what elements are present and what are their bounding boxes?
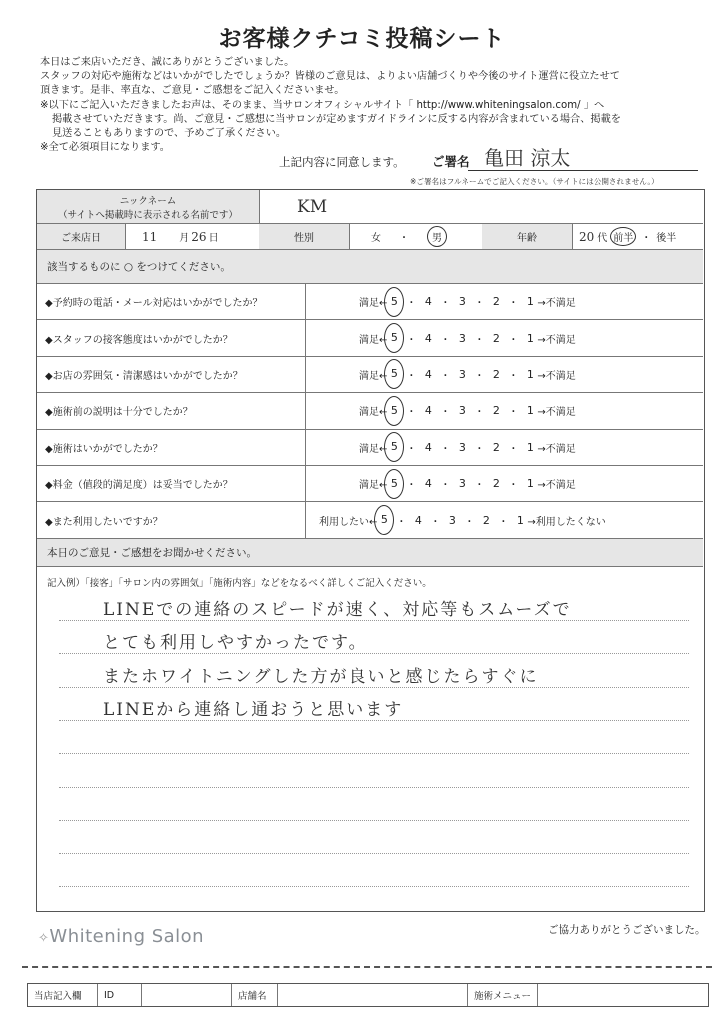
menu-label: 施術メニュー — [468, 984, 538, 1006]
gender-label: 性別 — [259, 224, 349, 249]
nickname-label-cell — [37, 190, 259, 223]
rating-option[interactable]: 1 — [526, 404, 534, 418]
scale-right-label: →不満足 — [537, 370, 576, 382]
visit-month-unit: 月 — [179, 233, 190, 244]
question-row — [37, 357, 703, 393]
store-label: 店舗名 — [232, 984, 278, 1006]
menu-field[interactable] — [538, 984, 708, 1006]
age-first-half-selected[interactable]: 前半 — [610, 227, 636, 246]
rating-option[interactable]: 1 — [526, 367, 534, 381]
sparkle-icon: ✧ — [38, 931, 50, 946]
scale-right-label: →不満足 — [537, 443, 576, 455]
comment-rule — [59, 886, 689, 887]
nickname-label: ニックネーム — [119, 195, 177, 207]
age-separator: ・ — [641, 233, 652, 244]
age-value: 20 — [579, 229, 595, 244]
visit-row — [37, 224, 703, 250]
rating-option-selected[interactable]: 5 — [384, 323, 404, 353]
rating-option[interactable]: 1 — [526, 295, 534, 309]
rating-option[interactable]: 4 — [424, 367, 432, 381]
survey-form — [36, 189, 705, 912]
comments-heading: 本日のご意見・ご感想をお聞かせください。 — [47, 547, 257, 559]
rating-option[interactable]: 2 — [492, 295, 500, 309]
question-row — [37, 502, 703, 538]
intro-text — [40, 56, 710, 155]
signature-line — [468, 170, 698, 171]
visit-day-unit: 日 — [208, 233, 219, 244]
question-text: ◆施術はいかがでしたか？ — [45, 443, 163, 455]
age-second-half[interactable]: 後半 — [656, 233, 677, 244]
rating-scale: 満足← 5 ・ 4 ・ 3 ・ 2 ・ 1 →不満足 — [359, 466, 576, 501]
question-row — [37, 466, 703, 502]
visit-day-value: 26 — [191, 229, 207, 244]
scale-right-label: →不満足 — [537, 298, 576, 310]
rating-option[interactable]: 1 — [526, 331, 534, 345]
comment-rule — [59, 753, 689, 754]
thanks-text: ご協力ありがとうございました。 — [548, 924, 706, 936]
comment-line: とても利用しやすかったです。 — [103, 633, 368, 654]
signature-label: ご署名 — [432, 154, 470, 169]
rating-option[interactable]: 2 — [482, 513, 490, 527]
scale-right-label: →利用したくない — [527, 516, 606, 528]
comment-line: LINEから連絡し通おうと思います — [103, 699, 404, 720]
cut-line — [22, 966, 712, 968]
comment-example: 記入例）「接客」「サロン内の雰囲気」「施術内容」などをなるべく詳しくご記入ください。 — [47, 578, 432, 589]
scale-right-label: →不満足 — [537, 480, 576, 492]
question-row — [37, 393, 703, 429]
rating-option[interactable]: 2 — [492, 331, 500, 345]
rating-option-selected[interactable]: 5 — [384, 396, 404, 426]
age-unit: 代 — [597, 233, 608, 244]
rating-scale: 満足← 5 ・ 4 ・ 3 ・ 2 ・ 1 →不満足 — [359, 284, 576, 319]
rating-option[interactable]: 3 — [458, 477, 466, 491]
comment-rule — [59, 853, 689, 854]
comment-line: またホワイトニングした方が良いと感じたらすぐに — [103, 666, 539, 687]
rating-option[interactable]: 4 — [424, 331, 432, 345]
question-text: ◆予約時の電話・メール対応はいかがでしたか？ — [45, 298, 263, 310]
scale-left-label: 満足← — [359, 334, 388, 346]
intro-line: 見送ることもありますので、予めご了承ください。 — [52, 128, 287, 140]
scale-left-label: 満足← — [359, 443, 388, 455]
id-field[interactable] — [142, 984, 232, 1006]
rating-option[interactable]: 4 — [424, 477, 432, 491]
comment-rule — [59, 653, 689, 654]
scale-right-label: →不満足 — [537, 407, 576, 419]
scale-left-label: 利用したい← — [319, 516, 378, 528]
office-use-label: 当店記入欄 — [28, 984, 98, 1006]
comments-heading-row — [37, 539, 703, 567]
signature-note: ※ご署名はフルネームでご記入ください。（サイトには公開されません。） — [410, 177, 659, 186]
question-row — [37, 320, 703, 356]
gender-separator: ・ — [399, 233, 409, 244]
visit-date-field[interactable] — [142, 224, 242, 249]
nickname-row — [37, 190, 703, 224]
rating-option[interactable]: 2 — [492, 404, 500, 418]
question-text: ◆施術前の説明は十分でしたか？ — [45, 407, 193, 419]
rating-option[interactable]: 3 — [458, 440, 466, 454]
rating-option-selected[interactable]: 5 — [384, 287, 404, 317]
rating-option[interactable]: 1 — [526, 440, 534, 454]
question-row — [37, 284, 703, 320]
scale-right-label: →不満足 — [537, 334, 576, 346]
rating-scale: 満足← 5 ・ 4 ・ 3 ・ 2 ・ 1 →不満足 — [359, 430, 576, 465]
intro-line: ※全て必須項目になります。 — [40, 142, 170, 154]
rating-option[interactable]: 3 — [458, 404, 466, 418]
rating-option[interactable]: 1 — [526, 477, 534, 491]
question-text: ◆料金（値段的満足度）は妥当でしたか？ — [45, 480, 233, 492]
instruction-text: 該当するものに ○ をつけてください。 — [47, 261, 231, 273]
rating-option[interactable]: 2 — [492, 477, 500, 491]
rating-option[interactable]: 4 — [424, 440, 432, 454]
comment-rule — [59, 620, 689, 621]
intro-line: ※以下にご記入いただきましたお声は、そのまま、当サロンオフィシャルサイト「 http://www.whiteningsalon.com/ 」へ — [40, 99, 605, 111]
rating-option[interactable]: 2 — [492, 440, 500, 454]
page-title: お客様クチコミ投稿シート — [218, 26, 506, 52]
question-row — [37, 430, 703, 466]
consent-text: 上記内容に同意します。 — [279, 155, 405, 169]
rating-option[interactable]: 4 — [414, 513, 422, 527]
rating-option[interactable]: 3 — [448, 513, 456, 527]
rating-scale: 満足← 5 ・ 4 ・ 3 ・ 2 ・ 1 →不満足 — [359, 393, 576, 428]
comment-line: LINEでの連絡のスピードが速く、対応等もスムーズで — [103, 600, 572, 620]
question-text: ◆スタッフの接客態度はいかがでしたか？ — [45, 334, 233, 346]
rating-option[interactable]: 4 — [424, 295, 432, 309]
nickname-sublabel: （サイトへ掲載時に表示される名前です） — [58, 209, 238, 221]
visit-month-value: 11 — [142, 229, 158, 244]
rating-option[interactable]: 3 — [458, 367, 466, 381]
rating-option[interactable]: 1 — [516, 513, 524, 527]
rating-scale: 利用したい← 5 ・ 4 ・ 3 ・ 2 ・ 1 →利用したくない — [319, 502, 606, 537]
rating-option-selected[interactable]: 5 — [374, 505, 394, 535]
gender-female[interactable]: 女 — [371, 233, 381, 244]
intro-line: 掲載させていただきます。尚、ご意見・ご感想に当サロンが定めますガイドラインに反する内容が含まれている場合、掲載を — [52, 113, 621, 125]
rating-option-selected[interactable]: 5 — [384, 432, 404, 462]
store-field[interactable] — [278, 984, 468, 1006]
scale-left-label: 満足← — [359, 370, 388, 382]
comment-rule — [59, 820, 689, 821]
rating-option-selected[interactable]: 5 — [384, 469, 404, 499]
comment-rule — [59, 787, 689, 788]
rating-scale: 満足← 5 ・ 4 ・ 3 ・ 2 ・ 1 →不満足 — [359, 357, 576, 392]
intro-line: 頂きます。是非、率直な、ご意見・ご感想をご記入くださいませ。 — [40, 85, 345, 97]
instruction-row — [37, 250, 703, 284]
scale-left-label: 満足← — [359, 298, 388, 310]
question-text: ◆お店の雰囲気・清潔感はいかがでしたか？ — [45, 370, 243, 382]
intro-line: 本日はご来店いただき、誠にありがとうございました。 — [40, 57, 295, 68]
salon-logo — [38, 926, 204, 947]
logo-text: Whitening Salon — [49, 926, 205, 947]
rating-option[interactable]: 3 — [458, 331, 466, 345]
age-label: 年齢 — [482, 224, 572, 249]
rating-option[interactable]: 2 — [492, 367, 500, 381]
id-label: ID — [98, 984, 142, 1006]
comment-rule — [59, 687, 689, 688]
gender-field[interactable] — [371, 224, 481, 249]
rating-option[interactable]: 3 — [458, 295, 466, 309]
rating-option-selected[interactable]: 5 — [384, 359, 404, 389]
signature-field[interactable]: 亀田 涼太 — [484, 146, 571, 170]
rating-option[interactable]: 4 — [424, 404, 432, 418]
intro-line: スタッフの対応や施術などはいかがでしたでしょうか？皆様のご意見は、よりよい店舗づくりや今後のサイト運営に役立たせて — [40, 71, 620, 83]
question-text: ◆また利用したいですか？ — [45, 516, 163, 528]
nickname-field[interactable]: KM — [297, 196, 328, 217]
gender-male-selected[interactable]: 男 — [427, 226, 447, 247]
scale-left-label: 満足← — [359, 407, 388, 419]
office-use-row — [27, 983, 709, 1007]
visit-label: ご来店日 — [37, 224, 125, 249]
comment-rule — [59, 720, 689, 721]
age-field[interactable] — [579, 224, 703, 249]
rating-scale: 満足← 5 ・ 4 ・ 3 ・ 2 ・ 1 →不満足 — [359, 320, 576, 355]
scale-left-label: 満足← — [359, 480, 388, 492]
